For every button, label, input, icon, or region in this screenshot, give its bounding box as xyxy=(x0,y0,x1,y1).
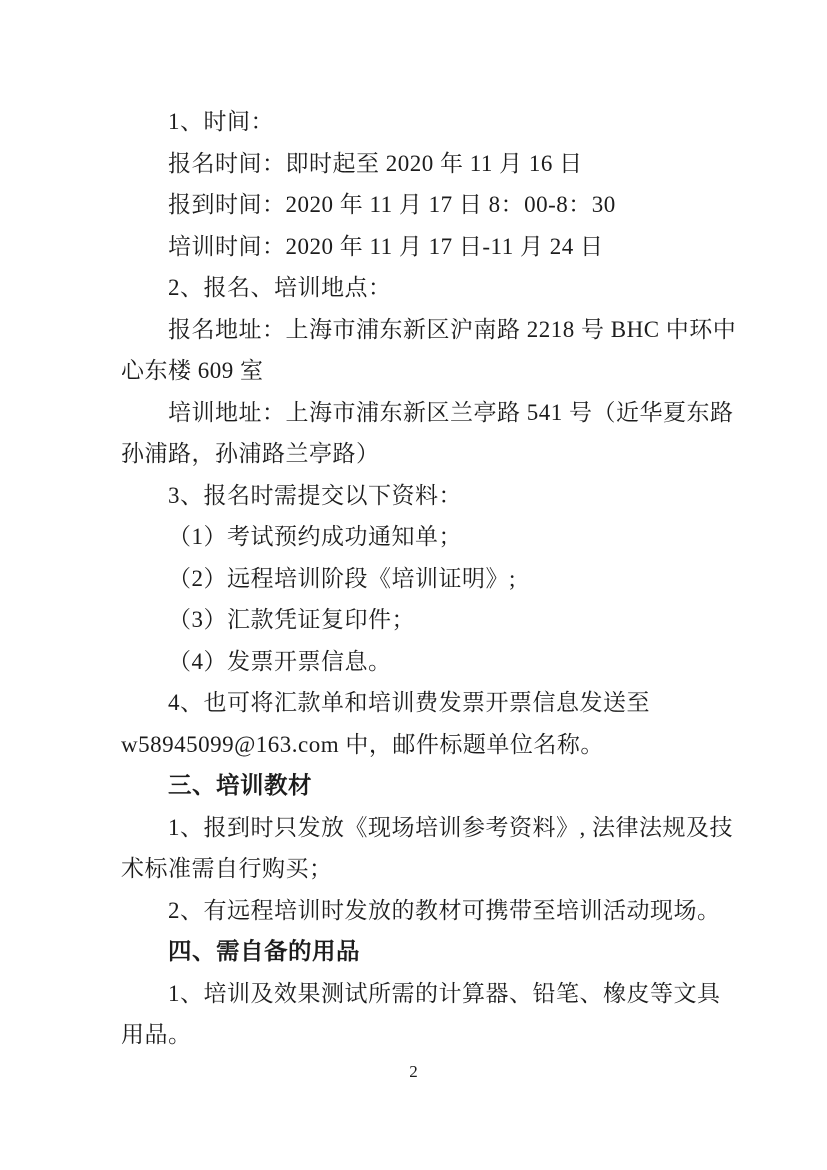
document-body xyxy=(121,101,737,1056)
doc-line-training-time: 培训时间：2020 年 11 月 17 日-11 月 24 日 xyxy=(168,233,604,259)
doc-line-item-1: （1）考试预约成功通知单； xyxy=(168,524,462,549)
doc-line-checkin-time: 报到时间：2020 年 11 月 17 日 8：00-8：30 xyxy=(168,192,616,217)
doc-line-location-heading: 2、报名、培训地点： xyxy=(168,275,392,300)
doc-line-supplies-note: 1、培训及效果测试所需的计算器、铅笔、橡皮等文具 xyxy=(168,980,721,1006)
doc-line-time-heading: 1、时间： xyxy=(168,109,274,134)
doc-line-training-address-cont: 孙浦路，孙浦路兰亭路） xyxy=(121,441,380,466)
doc-line-email-note-cont: w58945099@163.com 中，邮件标题单位名称。 xyxy=(121,731,604,757)
doc-line-materials-note-1-cont: 术标准需自行购买； xyxy=(121,856,333,881)
doc-line-registration-address: 报名地址：上海市浦东新区沪南路 2218 号 BHC 中环中 xyxy=(168,316,737,342)
doc-line-supplies-note-cont: 用品。 xyxy=(121,1022,192,1047)
doc-line-email-note: 4、也可将汇款单和培训费发票开票信息发送至 xyxy=(168,690,650,715)
doc-line-item-2: （2）远程培训阶段《培训证明》; xyxy=(168,565,516,591)
doc-line-materials-note-1: 1、报到时只发放《现场培训参考资料》, 法律法规及技 xyxy=(168,814,733,840)
doc-line-registration-time: 报名时间：即时起至 2020 年 11 月 16 日 xyxy=(168,150,583,176)
section-heading-self-prepared-items: 四、需自备的用品 xyxy=(168,938,360,964)
page-number: 2 xyxy=(409,1062,418,1081)
doc-line-training-address: 培训地址：上海市浦东新区兰亭路 541 号（近华夏东路 xyxy=(168,399,734,425)
doc-line-materials-note-2: 2、有远程培训时发放的教材可携带至培训活动现场。 xyxy=(168,897,721,923)
section-heading-training-materials: 三、培训教材 xyxy=(168,772,312,798)
doc-line-item-4: （4）发票开票信息。 xyxy=(168,648,392,674)
doc-line-registration-address-cont: 心东楼 609 室 xyxy=(121,358,264,383)
doc-line-materials-heading: 3、报名时需提交以下资料： xyxy=(168,482,462,508)
doc-line-item-3: （3）汇款凭证复印件； xyxy=(168,607,415,632)
